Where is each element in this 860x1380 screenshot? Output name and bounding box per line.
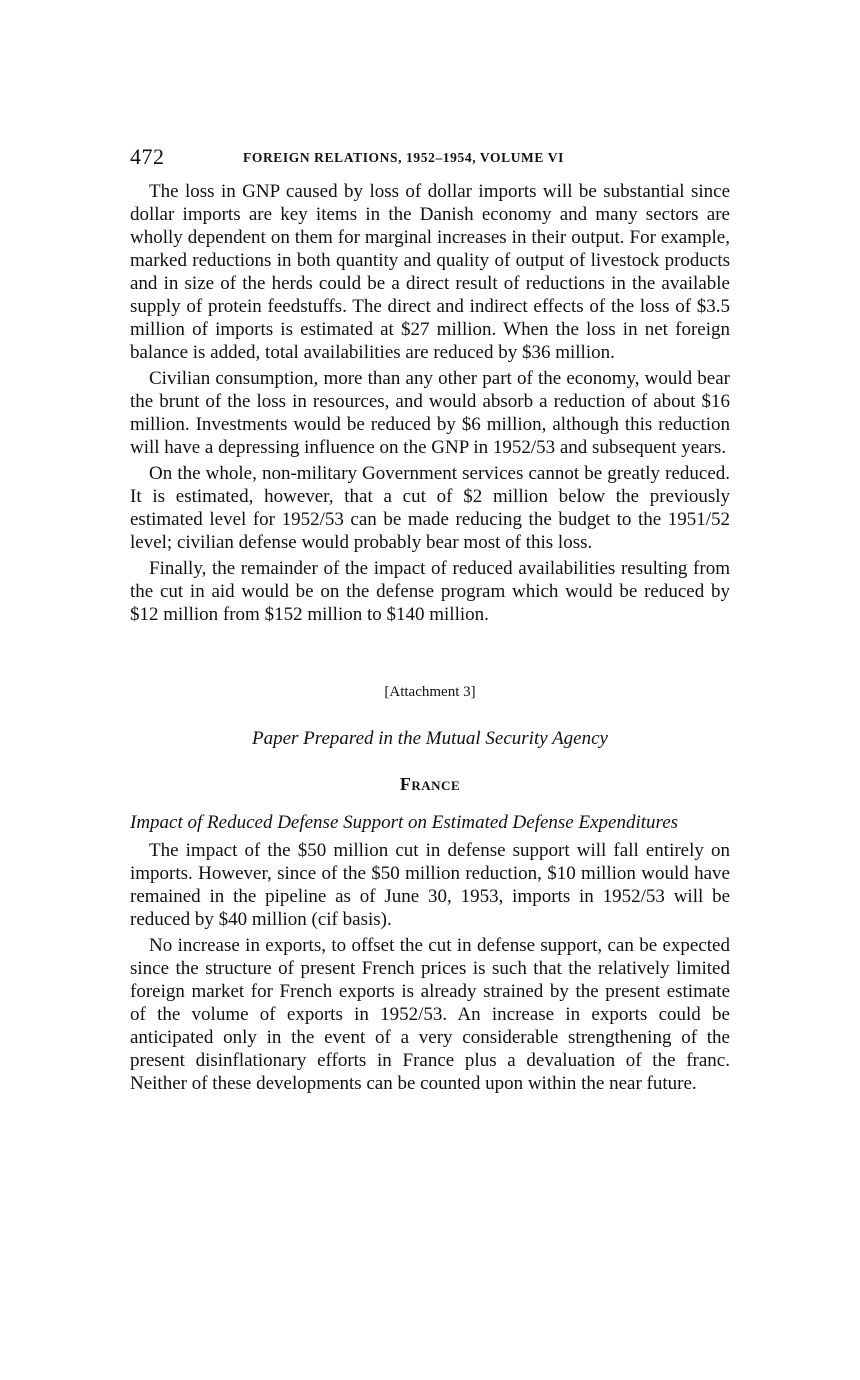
document-page: [130, 140, 730, 1098]
paragraph: Finally, the remainder of the impact of reduced availabilities resulting from the cut in aid would be on the defense program which would be reduced by $12 million from $152 million to $140 million.: [130, 558, 730, 625]
section-denmark-impact: [130, 180, 730, 626]
paragraph: On the whole, non-military Government services cannot be greatly reduced. It is estimated, however, that a cut of $2 million below the previously estimated level for 1952/53 can be made reducing the budget to the 1951/52 level; civilian defense would probably bear most of this loss.: [130, 463, 730, 553]
section-france-impact: [130, 839, 730, 1095]
paragraph: The impact of the $50 million cut in defense support will fall entirely on imports. However, since of the $50 million reduction, $10 million would have remained in the pipeline as of June 30, 1953, imports in 1952/53 will be reduced by $40 million (cif basis).: [130, 840, 730, 930]
running-header-title: FOREIGN RELATIONS, 1952–1954, VOLUME VI: [243, 150, 564, 165]
paragraph: The loss in GNP caused by loss of dollar imports will be substantial since dollar imports are key items in the Danish economy and many sectors are wholly dependent on them for marginal increases in their output. For example, marked reductions in both quantity and quality of output of livestock products and in size of the herds could be a direct result of reductions in the available supply of protein feedstuffs. The direct and indirect effects of the loss of $3.5 million of imports is estimated at $27 million. When the loss in net foreign balance is added, total availabilities are reduced by $36 million.: [130, 181, 730, 363]
page-number: 472: [130, 144, 165, 169]
paper-title: Paper Prepared in the Mutual Security Agency: [252, 728, 608, 749]
paragraph: Civilian consumption, more than any other part of the economy, would bear the brunt of the loss in resources, and would absorb a reduction of about $16 million. Investments would be reduced by $6 million, although this reduction will have a depressing influence on the GNP in 1952/53 and subsequent years.: [130, 368, 730, 458]
country-heading: France: [399, 774, 461, 794]
attachment-label: [Attachment 3]: [384, 684, 476, 700]
section-subheading: Impact of Reduced Defense Support on Estimated Defense Expenditures: [130, 812, 679, 833]
paragraph: No increase in exports, to offset the cut in defense support, can be expected since the structure of present French prices is such that the relatively limited foreign market for French exports is already strained by the present estimate of the volume of exports in 1952/53. An increase in exports could be anticipated only in the event of a very considerable strengthening of the present disinflationary efforts in France plus a devaluation of the franc. Neither of these developments can be counted upon within the near future.: [130, 935, 730, 1094]
running-header: [130, 140, 730, 180]
